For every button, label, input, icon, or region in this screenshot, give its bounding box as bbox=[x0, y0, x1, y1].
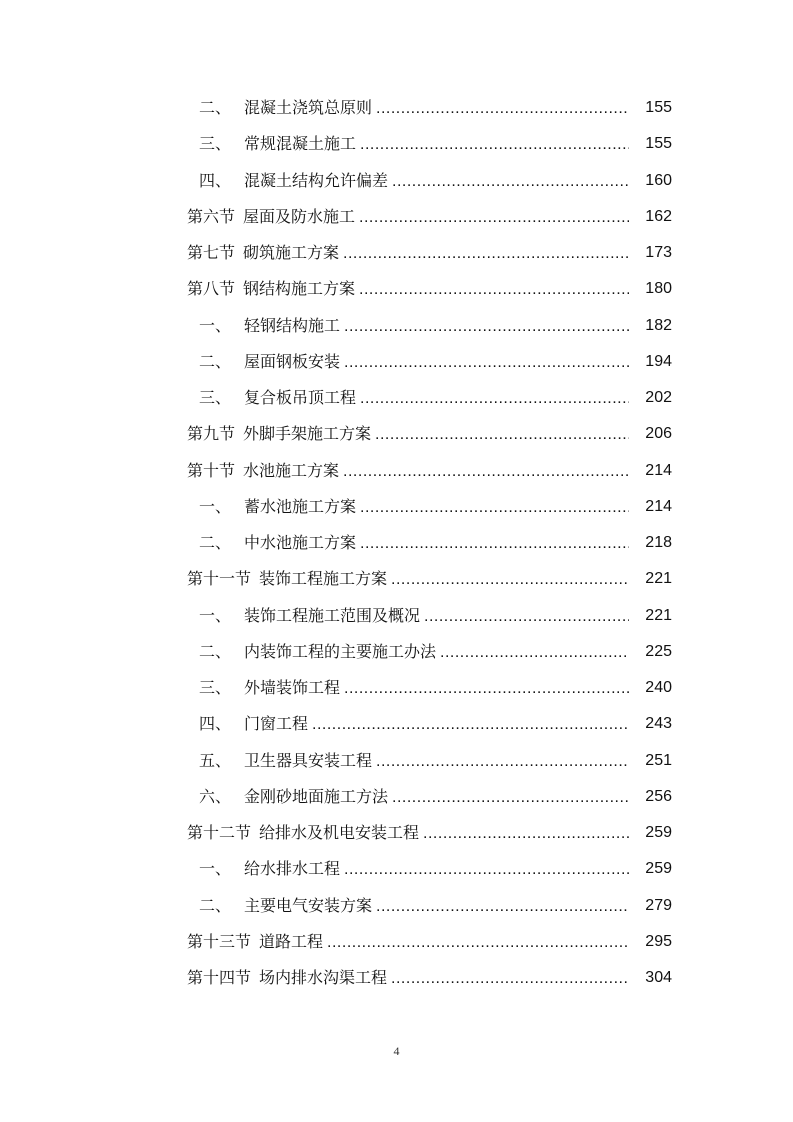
toc-dot-leader bbox=[312, 715, 629, 735]
toc-entry-marker: 第十二节 bbox=[187, 823, 252, 843]
toc-dot-leader bbox=[440, 643, 629, 663]
toc-entry-marker: 第十节 bbox=[187, 460, 236, 480]
toc-dot-leader bbox=[344, 860, 629, 880]
toc-entry[interactable] bbox=[0, 489, 793, 525]
toc-entry-marker: 一、 bbox=[199, 859, 232, 879]
toc-entry-title: 内装饰工程的主要施工办法 bbox=[244, 641, 437, 661]
toc-entry-page: 259 bbox=[645, 860, 672, 878]
toc-entry[interactable] bbox=[0, 163, 793, 199]
toc-dot-leader bbox=[344, 353, 629, 373]
page-number: 4 bbox=[393, 1044, 400, 1058]
toc-entry-title: 钢结构施工方案 bbox=[243, 279, 356, 299]
toc-dot-leader bbox=[391, 570, 629, 590]
toc-entry-marker: 二、 bbox=[199, 641, 232, 661]
toc-entry-page: 259 bbox=[645, 824, 672, 842]
toc-entry-marker: 第十四节 bbox=[187, 968, 252, 988]
toc-entry-title: 金刚砂地面施工方法 bbox=[244, 786, 389, 806]
toc-entry-page: 180 bbox=[645, 280, 672, 298]
toc-entry-page: 256 bbox=[645, 787, 672, 805]
toc-entry[interactable] bbox=[0, 924, 793, 960]
toc-entry-page: 155 bbox=[645, 99, 672, 117]
toc-entry[interactable] bbox=[0, 235, 793, 271]
toc-entry[interactable] bbox=[0, 453, 793, 489]
toc-dot-leader bbox=[360, 389, 629, 409]
toc-entry-marker: 一、 bbox=[199, 605, 232, 625]
toc-dot-leader bbox=[423, 824, 629, 844]
toc-entry-title: 复合板吊顶工程 bbox=[244, 388, 357, 408]
toc-entry-page: 243 bbox=[645, 715, 672, 733]
toc-entry-page: 173 bbox=[645, 244, 672, 262]
toc-dot-leader bbox=[343, 462, 629, 482]
toc-entry-page: 155 bbox=[645, 135, 672, 153]
toc-entry-page: 225 bbox=[645, 642, 672, 660]
toc-entry[interactable] bbox=[0, 271, 793, 307]
toc-entry[interactable] bbox=[0, 525, 793, 561]
toc-entry-title: 外脚手架施工方案 bbox=[243, 424, 372, 444]
toc-entry-title: 混凝土浇筑总原则 bbox=[244, 98, 373, 118]
toc-dot-leader bbox=[376, 99, 629, 119]
toc-entry-marker: 三、 bbox=[199, 388, 232, 408]
toc-entry[interactable] bbox=[0, 670, 793, 706]
toc-entry-marker: 三、 bbox=[199, 678, 232, 698]
toc-entry-page: 194 bbox=[645, 352, 672, 370]
toc-entry-title: 砌筑施工方案 bbox=[243, 243, 340, 263]
toc-entry-marker: 五、 bbox=[199, 750, 232, 770]
toc-entry-marker: 二、 bbox=[199, 351, 232, 371]
toc-entry-page: 206 bbox=[645, 425, 672, 443]
toc-entry-title: 门窗工程 bbox=[244, 714, 309, 734]
toc-entry[interactable] bbox=[0, 598, 793, 634]
toc-entry-title: 蓄水池施工方案 bbox=[244, 496, 357, 516]
toc-entry-marker: 第七节 bbox=[187, 243, 236, 263]
toc-entry-marker: 二、 bbox=[199, 533, 232, 553]
toc-entry-page: 214 bbox=[645, 461, 672, 479]
toc-entry-title: 主要电气安装方案 bbox=[244, 895, 373, 915]
toc-dot-leader bbox=[375, 425, 629, 445]
toc-entry-marker: 第九节 bbox=[187, 424, 236, 444]
toc-dot-leader bbox=[360, 135, 629, 155]
toc-dot-leader bbox=[360, 534, 629, 554]
toc-entry[interactable] bbox=[0, 743, 793, 779]
toc-dot-leader bbox=[376, 752, 629, 772]
toc-dot-leader bbox=[359, 208, 629, 228]
toc-entry-marker: 二、 bbox=[199, 895, 232, 915]
toc-entry[interactable] bbox=[0, 634, 793, 670]
toc-dot-leader bbox=[344, 679, 629, 699]
toc-entry-title: 混凝土结构允许偏差 bbox=[244, 170, 389, 190]
toc-entry[interactable] bbox=[0, 960, 793, 996]
toc-entry[interactable] bbox=[0, 308, 793, 344]
toc-entry[interactable] bbox=[0, 815, 793, 851]
toc-entry[interactable] bbox=[0, 888, 793, 924]
toc-entry[interactable] bbox=[0, 90, 793, 126]
toc-entry-title: 中水池施工方案 bbox=[244, 533, 357, 553]
toc-entry[interactable] bbox=[0, 779, 793, 815]
toc-entry[interactable] bbox=[0, 199, 793, 235]
toc-entry-page: 202 bbox=[645, 389, 672, 407]
toc-entry[interactable] bbox=[0, 380, 793, 416]
toc-dot-leader bbox=[424, 607, 629, 627]
toc-entry-page: 279 bbox=[645, 896, 672, 914]
toc-entry[interactable] bbox=[0, 416, 793, 452]
toc-dot-leader bbox=[327, 933, 629, 953]
toc-entry-page: 295 bbox=[645, 932, 672, 950]
toc-entry-marker: 一、 bbox=[199, 496, 232, 516]
toc-entry-title: 水池施工方案 bbox=[243, 460, 340, 480]
toc-dot-leader bbox=[376, 897, 629, 917]
toc-entry-page: 304 bbox=[645, 969, 672, 987]
toc-entry-marker: 四、 bbox=[199, 714, 232, 734]
toc-entry-title: 外墙装饰工程 bbox=[244, 678, 341, 698]
toc-entry-title: 道路工程 bbox=[259, 931, 324, 951]
table-of-contents bbox=[0, 90, 793, 996]
toc-entry-marker: 第八节 bbox=[187, 279, 236, 299]
toc-dot-leader bbox=[344, 317, 629, 337]
toc-entry[interactable] bbox=[0, 344, 793, 380]
toc-entry[interactable] bbox=[0, 561, 793, 597]
toc-entry-page: 160 bbox=[645, 171, 672, 189]
toc-entry-title: 装饰工程施工范围及概况 bbox=[244, 605, 421, 625]
toc-entry-page: 182 bbox=[645, 316, 672, 334]
toc-entry-page: 214 bbox=[645, 497, 672, 515]
toc-entry-page: 240 bbox=[645, 679, 672, 697]
toc-entry-marker: 六、 bbox=[199, 786, 232, 806]
toc-dot-leader bbox=[392, 172, 629, 192]
toc-entry-marker: 一、 bbox=[199, 315, 232, 335]
toc-dot-leader bbox=[359, 280, 629, 300]
toc-dot-leader bbox=[343, 244, 629, 264]
toc-dot-leader bbox=[360, 498, 629, 518]
toc-entry-marker: 第十三节 bbox=[187, 931, 252, 951]
toc-entry-page: 218 bbox=[645, 534, 672, 552]
toc-entry-title: 屋面及防水施工 bbox=[243, 206, 356, 226]
toc-entry-page: 221 bbox=[645, 606, 672, 624]
toc-entry[interactable] bbox=[0, 126, 793, 162]
toc-entry-title: 屋面钢板安装 bbox=[244, 351, 341, 371]
toc-entry-page: 221 bbox=[645, 570, 672, 588]
toc-entry-title: 场内排水沟渠工程 bbox=[259, 968, 388, 988]
toc-entry[interactable] bbox=[0, 706, 793, 742]
toc-entry-title: 给排水及机电安装工程 bbox=[259, 823, 420, 843]
toc-entry-marker: 二、 bbox=[199, 98, 232, 118]
toc-entry-title: 轻钢结构施工 bbox=[244, 315, 341, 335]
toc-dot-leader bbox=[392, 788, 629, 808]
toc-entry-marker: 第六节 bbox=[187, 206, 236, 226]
toc-entry-title: 卫生器具安装工程 bbox=[244, 750, 373, 770]
toc-entry-page: 162 bbox=[645, 207, 672, 225]
toc-entry-title: 常规混凝土施工 bbox=[244, 134, 357, 154]
toc-entry-marker: 三、 bbox=[199, 134, 232, 154]
toc-entry-marker: 四、 bbox=[199, 170, 232, 190]
toc-entry-page: 251 bbox=[645, 751, 672, 769]
toc-entry-title: 给水排水工程 bbox=[244, 859, 341, 879]
toc-entry-marker: 第十一节 bbox=[187, 569, 252, 589]
toc-entry-title: 装饰工程施工方案 bbox=[259, 569, 388, 589]
toc-entry[interactable] bbox=[0, 851, 793, 887]
toc-dot-leader bbox=[391, 969, 629, 989]
